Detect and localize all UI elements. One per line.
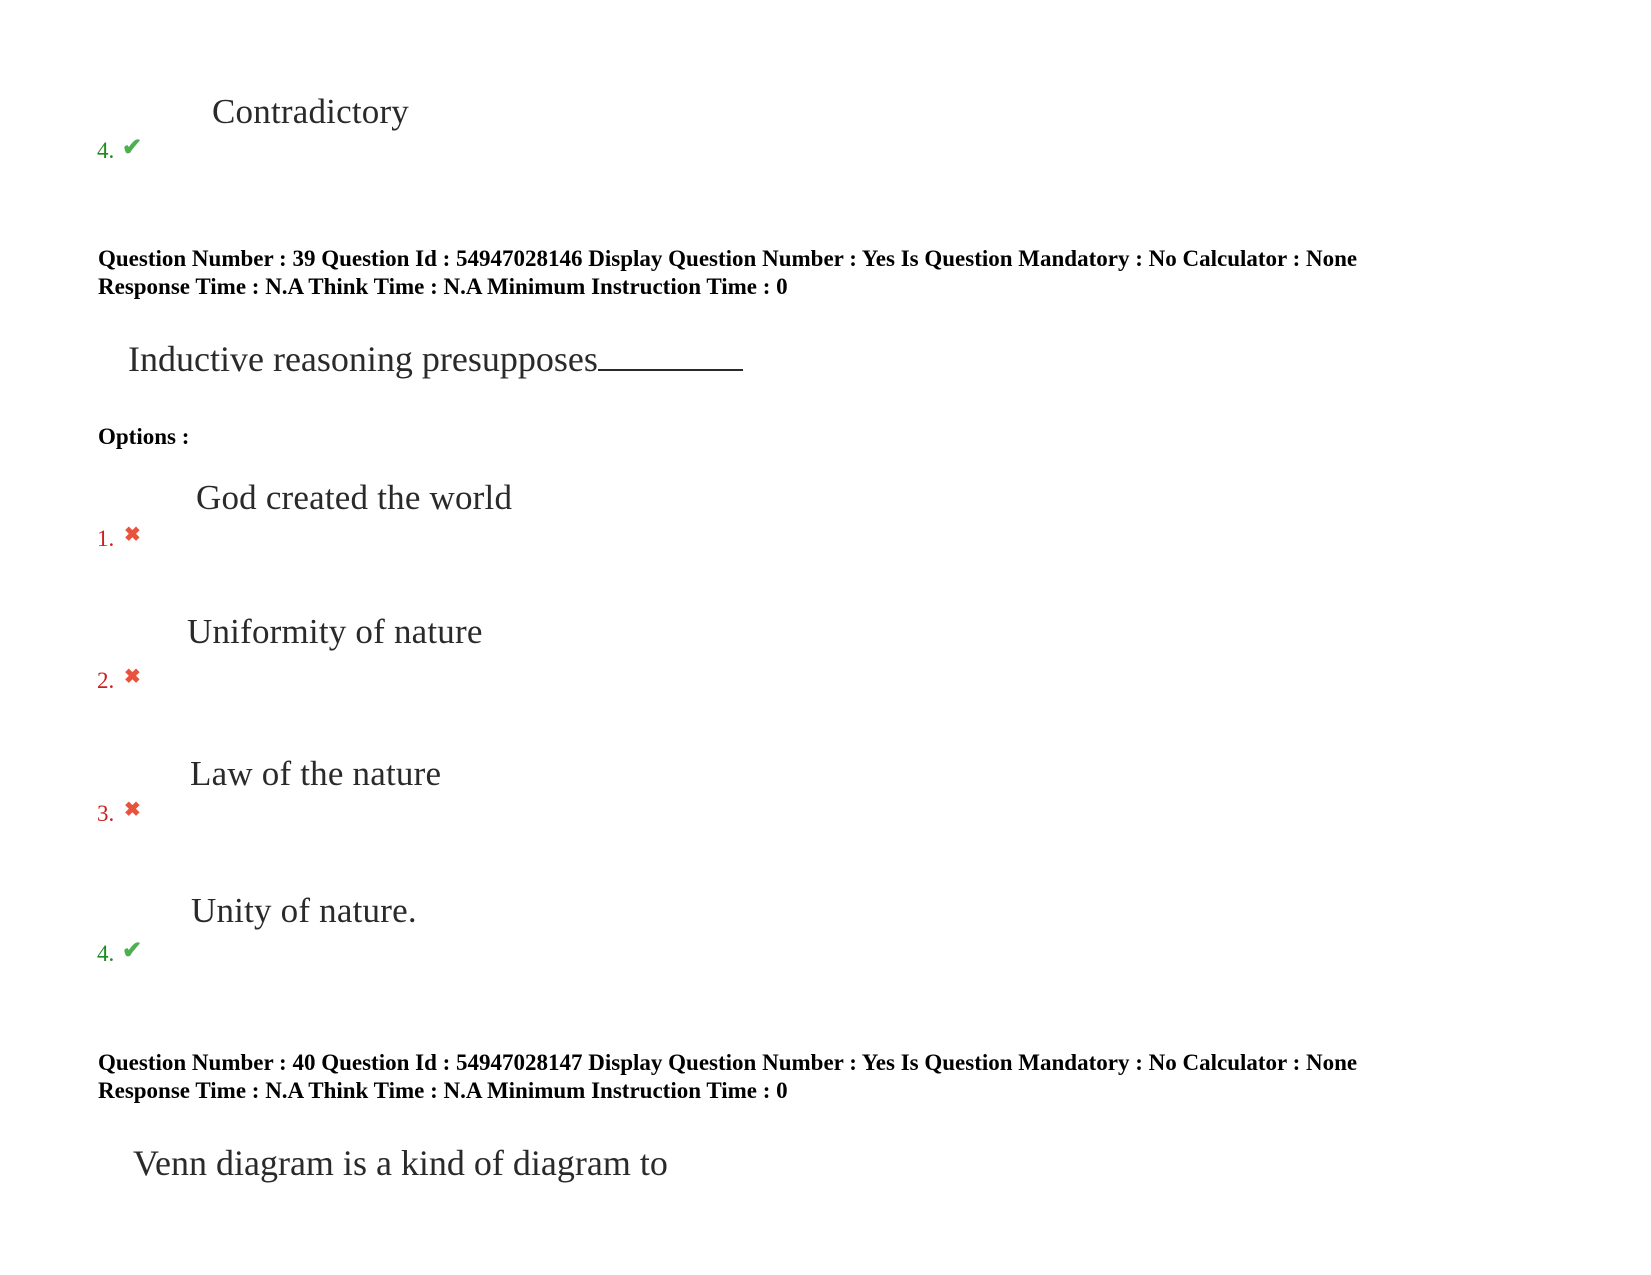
prev-option-4-text: Contradictory <box>212 92 409 131</box>
check-icon: ✔ <box>122 938 143 964</box>
answer-blank <box>598 341 743 371</box>
cross-icon: ✖ <box>124 666 141 688</box>
q40-meta-line-1: Question Number : 40 Question Id : 54947028147 Display Question Number : Yes Is Question Mandatory : No Calculator : None <box>98 1050 1358 1075</box>
option-2-number: 2. <box>97 668 115 693</box>
q39-meta-line-2: Response Time : N.A Think Time : N.A Minimum Instruction Time : 0 <box>98 274 788 299</box>
q39-question-text <box>128 338 743 380</box>
option-1-number: 1. <box>97 526 115 551</box>
check-icon: ✔ <box>122 135 143 161</box>
options-label: Options : <box>98 424 190 449</box>
cross-icon: ✖ <box>124 799 141 821</box>
option-2-text: Uniformity of nature <box>187 612 483 651</box>
q40-meta-line-2: Response Time : N.A Think Time : N.A Minimum Instruction Time : 0 <box>98 1078 788 1103</box>
option-4-number: 4. <box>97 941 115 966</box>
option-3-text: Law of the nature <box>190 754 442 793</box>
q40-question-text: Venn diagram is a kind of diagram to <box>133 1143 668 1183</box>
q39-question-text-content: Inductive reasoning presupposes <box>128 339 598 379</box>
cross-icon: ✖ <box>124 524 141 546</box>
option-4-text: Unity of nature. <box>191 891 417 930</box>
q39-meta-line-1: Question Number : 39 Question Id : 54947028146 Display Question Number : Yes Is Question Mandatory : No Calculator : None <box>98 246 1358 271</box>
prev-option-4-number: 4. <box>97 138 115 163</box>
option-3-number: 3. <box>97 801 115 826</box>
option-1-text: God created the world <box>196 478 513 517</box>
